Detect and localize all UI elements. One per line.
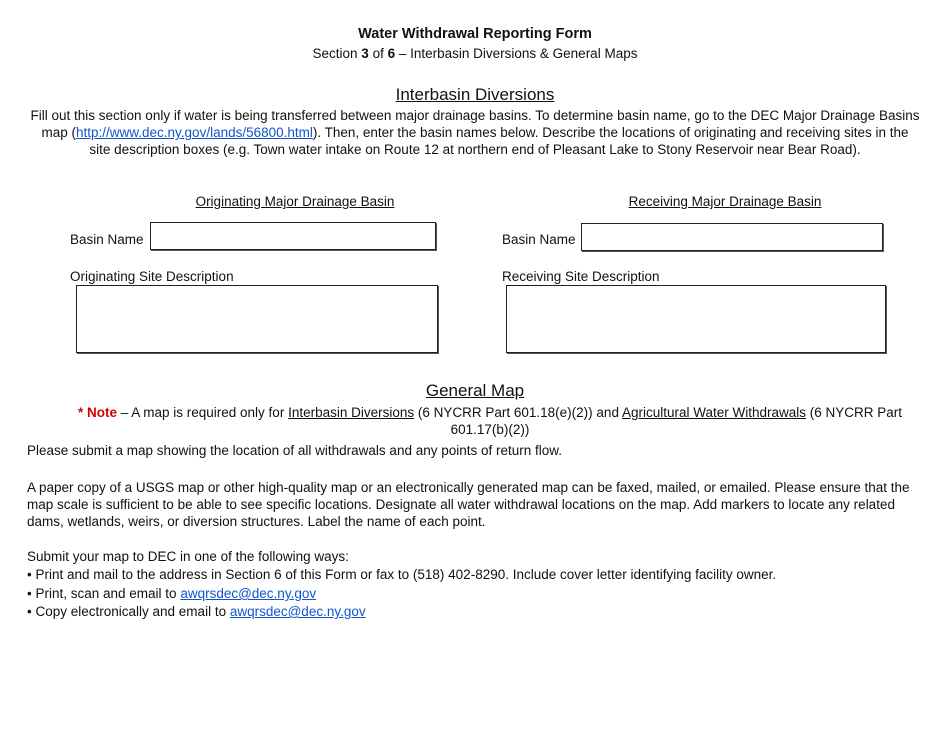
- note-text-1: – A map is required only for: [116, 405, 289, 420]
- section-suffix: – Interbasin Diversions & General Maps: [395, 46, 638, 61]
- originating-basin-label: Basin Name: [70, 232, 144, 247]
- email-link-scan[interactable]: awqrsdec@dec.ny.gov: [180, 586, 317, 601]
- drainage-basins-link[interactable]: http://www.dec.ny.gov/lands/56800.html: [76, 125, 313, 140]
- section-total: 6: [387, 46, 396, 61]
- intro-text-1: Fill out this section only if water is being transferred between major drainage basins. To determine basin name, go to the DEC Major Drainage Basins map (: [30, 108, 920, 140]
- note-agricultural-ref: Agricultural Water Withdrawals: [621, 405, 807, 420]
- interbasin-heading: Interbasin Diversions: [395, 85, 555, 104]
- originating-basin-heading: Originating Major Drainage Basin: [195, 194, 395, 209]
- general-map-heading: General Map: [425, 381, 525, 400]
- note-interbasin-ref: Interbasin Diversions: [288, 405, 415, 420]
- originating-basin-input[interactable]: [150, 222, 436, 250]
- section-number: 3: [361, 46, 369, 61]
- note-text-2: (6 NYCRR Part 601.18(e)(2)) and: [414, 405, 622, 420]
- submit-option-mail: • Print and mail to the address in Section 6 of this Form or fax to (518) 402-8290. Include cover letter identifying facility owner.: [27, 567, 777, 582]
- map-para-1: Please submit a map showing the location of all withdrawals and any points of return flow.: [27, 443, 563, 458]
- intro-text-2: ). Then, enter the basin names below. Describe the locations of originating and receiving sites in the site description boxes (e.g. Town water intake on Route 12 at northern end of Pleasant Lake to Stony Reservoir near Bear Road).: [89, 125, 909, 157]
- section-subtitle: [0, 46, 950, 61]
- note-asterisk: *: [77, 405, 84, 420]
- receiving-basin-input[interactable]: [581, 223, 883, 251]
- note-text-4: 601.17(b)(2)): [450, 422, 530, 437]
- submit-option-scan: [27, 585, 927, 602]
- receiving-basin-label: Basin Name: [502, 232, 576, 247]
- section-prefix: Section: [312, 46, 362, 61]
- map-para-2: A paper copy of a USGS map or other high-quality map or an electronically generated map can be faxed, mailed, or emailed. Please ensure that the map scale is sufficient to be able to see specific locations. Designate all water withdrawal locations on the map. Add markers to locate any related dams, wetlands, weirs, or diversion structures. Label the name of each point.: [27, 480, 910, 529]
- submit-option-electronic: [27, 603, 927, 620]
- note-label: Note: [86, 405, 117, 420]
- interbasin-intro: [30, 107, 920, 158]
- receiving-site-textarea[interactable]: [506, 285, 886, 353]
- receiving-site-label: Receiving Site Description: [502, 269, 660, 284]
- section-of: of: [368, 46, 388, 61]
- originating-site-label: Originating Site Description: [70, 269, 234, 284]
- electronic-text: • Copy electronically and email to: [27, 604, 230, 619]
- receiving-basin-heading: Receiving Major Drainage Basin: [628, 194, 822, 209]
- email-link-electronic[interactable]: awqrsdec@dec.ny.gov: [229, 604, 366, 619]
- scan-text: • Print, scan and email to: [27, 586, 181, 601]
- map-note: [60, 404, 920, 438]
- note-text-3: (6 NYCRR Part: [806, 405, 903, 420]
- originating-site-textarea[interactable]: [76, 285, 438, 353]
- submit-intro: Submit your map to DEC in one of the following ways:: [27, 549, 349, 564]
- form-title: Water Withdrawal Reporting Form: [358, 26, 592, 42]
